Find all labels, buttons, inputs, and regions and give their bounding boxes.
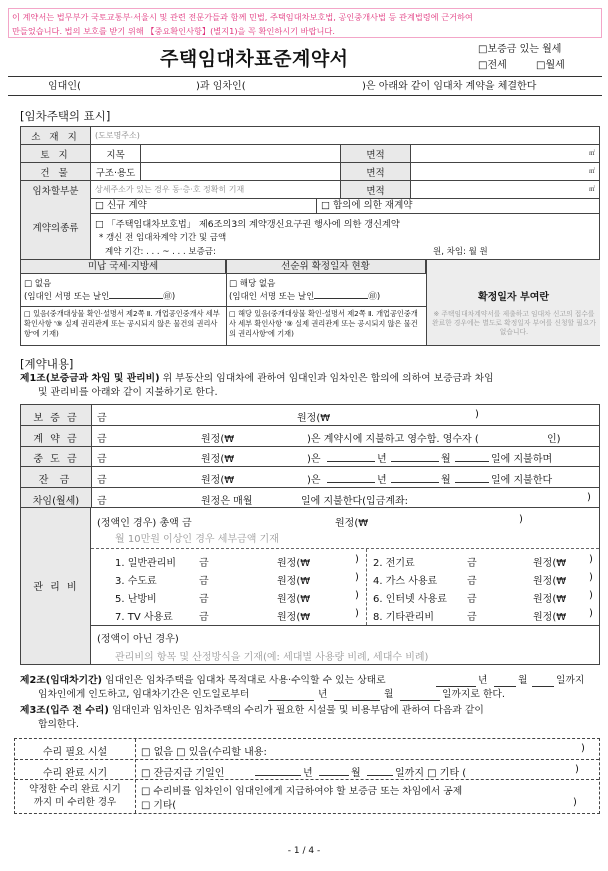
page-title: 주택임대차표준계약서 [160,48,349,70]
notice-line-2: 만들었습니다. 법의 보호를 받기 위해 【중요확인사항】(별지1)을 꼭 확인하시기 바랍니다. [12,26,335,36]
mgmt-internet-field[interactable]: 원정(₩ [533,594,567,605]
management-fixed-amount-field[interactable]: 원정(₩ [335,518,369,529]
repair-table: 수리 필요 시설 □ 없음 □ 있음(수리할 내용: ) 수리 완료 시기 □ 잔금지급 기일인 년 월 일까지 □ 기타 ( ) 약정한 수리 완료 시기 까지 미 수리한 경우 □ 수리비를 임차인이 임대인에게 지급하여야 할 보증금 또는 차임에서 공제 □ 기타( ) [14,738,600,814]
land-label: 토 지 [21,145,91,163]
rental-part-field[interactable]: 상세주소가 있는 경우 동·층·호 정확히 기재 [91,181,341,199]
mgmt-other-field[interactable]: 원정(₩ [533,612,567,623]
legal-notice [8,8,602,38]
land-area-field[interactable]: ㎡ [411,145,600,163]
rent-label: 차임(월세) [32,496,80,507]
management-fee-block: 관 리 비 (정액인 경우) 총액 금 원정(₩ ) 월 10만원 이상인 경우 세부금액 기재 1. 일반관리비 금 원정(₩ ) 2. 전기료 금 원정(₩ ) 3. 수도료 금 원정(₩ ) 4. 가스 사용료 금 원정(₩ ) 5. 난방비 금 원정(₩ ) 6. 인터넷 사용료 금 원정(₩ ) 7. TV 사용료 금 원정(₩ ) 8. 기타관리비 금 원정(₩ ) (정액이 아닌 경우) 관리비의 항목 및 산정방식을 기재(예: 세대별 사용량 비례, 세대수 비례) [20,508,600,665]
land-sub-label: 지목 [91,145,141,163]
middle-payment-amount-field[interactable]: 원정(₩ [201,454,235,465]
parties-tail: )은 아래와 같이 임대차 계약을 체결한다 [362,81,537,92]
renew-note: * 갱신 전 임대차계약 기간 및 금액 [99,233,227,243]
type-option-monthly-deposit[interactable]: □보증금 있는 월세 [478,44,562,55]
contract-type-label: 계약의종류 [21,198,91,259]
mgmt-item-electric: 2. 전기료 [373,558,415,569]
mgmt-electric-field[interactable]: 원정(₩ [533,558,567,569]
renew-agreement-checkbox[interactable]: □ 합의에 의한 재계약 [321,200,413,211]
property-table [20,126,600,199]
section-contract-heading: [계약내용] [20,357,74,371]
mgmt-general-field[interactable]: 원정(₩ [277,558,311,569]
renew-amount-field[interactable]: 원, 차임: 월 원 [433,247,488,257]
renew-period-field[interactable]: 계약 기간: . . . ~ . . . 보증금: [105,247,216,257]
mgmt-gas-field[interactable]: 원정(₩ [533,576,567,587]
article2-text: 제2조(임대차기간) 임대인은 임차주택을 임대차 목적대로 사용·수익할 수 있는 상태로 [20,675,386,686]
land-area-label: 면적 [341,145,411,163]
deposit-amount-field[interactable]: 원정(₩ [297,413,331,424]
mgmt-item-tv: 7. TV 사용료 [115,612,173,623]
section-property-heading: [임차주택의 표시] [20,109,111,123]
confirm-date-header: 확정일자 부여란 [477,292,550,303]
notice-line-1: 이 계약서는 법무부가 국토교통부·서울시 및 관련 전문가들과 함께 민법, 주택임대차보호법, 공인중개사법 등 관계법령에 근거하여 [12,12,473,22]
priority-none-checkbox[interactable]: □ 해당 없음 [229,279,276,289]
middle-payment-label: 중 도 금 [33,454,79,465]
mgmt-heating-field[interactable]: 원정(₩ [277,594,311,605]
mgmt-item-general: 1. 일반관리비 [115,558,177,569]
building-area-label: 면적 [341,163,411,181]
mgmt-item-heating: 5. 난방비 [115,594,157,605]
repair-fail-label: 약정한 수리 완료 시기 까지 미 수리한 경우 [29,784,121,808]
lessor-label: 임대인( [48,81,81,92]
payment-table: 보 증 금 금 원정(₩ ) 계 약 금 금 원정(₩ )은 계약시에 지불하고 영수함. 영수자 ( 인) 중 도 금 금 원정(₩ )은 년 월 일에 지불하며 잔 금 금 원정(₩ )은 년 월 일에 지불한다 차임(월세) 금 원정은 매월 일에 지불한다(입금계좌: ) [20,404,600,508]
mgmt-water-field[interactable]: 원정(₩ [277,576,311,587]
down-payment-label: 계 약 금 [33,434,79,445]
mgmt-tv-field[interactable]: 원정(₩ [277,612,311,623]
tax-priority-block [20,260,600,346]
management-fixed-label: (정액인 경우) 총액 금 [97,518,192,529]
contract-type-block [20,198,600,260]
land-category-field[interactable] [141,145,341,163]
priority-header: 선순위 확정일자 현황 [226,260,426,274]
repair-need-label: 수리 필요 시설 [42,747,108,758]
rent-account-field[interactable]: 일에 지불한다(입금계좌: [301,496,409,507]
balance-amount-field[interactable]: 원정(₩ [201,475,235,486]
article1-text-2: 및 관리비를 아래와 같이 지불하기로 한다. [38,387,218,398]
article3-text: 제3조(입주 전 수리) 임대인과 임차인은 임차주택의 수리가 필요한 시설물 및 비용부담에 관하여 다음과 같이 [20,705,484,716]
repair-fail-other-checkbox[interactable]: □ 기타( [141,800,177,811]
mgmt-item-other: 8. 기타관리비 [373,612,435,623]
building-structure-field[interactable] [141,163,341,181]
rental-part-label: 임차할부분 [21,181,91,199]
repair-done-field[interactable]: □ 잔금지급 기일인 [141,768,225,779]
part-area-field[interactable]: ㎡ [411,181,600,199]
renew-right-checkbox[interactable]: □ 「주택임대차보호법」 제6조의3의 계약갱신요구권 행사에 의한 갱신계약 [95,219,400,230]
article2-text-2: 임차인에게 인도하고, 임대차기간은 인도일로부터 [38,689,250,700]
building-label: 건 물 [21,163,91,181]
down-payment-receipt: )은 계약시에 지불하고 영수함. 영수자 ( [307,434,479,445]
article1-text: 제1조(보증금과 차임 및 관리비) 위 부동산의 임대차에 관하여 임대인과 임차인은 합의에 의하여 보증금과 차임 [20,373,494,384]
mgmt-item-internet: 6. 인터넷 사용료 [373,594,447,605]
confirm-date-note: ※ 주택임대차계약서를 제출하고 임대차 신고의 접수를 완료한 경우에는 별도로 확정일자 부여를 신청할 필요가 없습니다. [432,310,596,336]
address-field[interactable]: (도로명주소) [91,127,600,145]
management-nonfixed-label: (정액이 아닌 경우) [97,634,179,645]
repair-done-label: 수리 완료 시기 [42,768,108,779]
page-number: - 1 / 4 - [287,846,321,856]
balance-label: 잔 금 [38,475,74,486]
article3-text-2: 합의한다. [38,719,79,730]
address-label: 소 재 지 [21,127,91,145]
tax-header: 미납 국세·지방세 [21,260,226,274]
part-area-label: 면적 [341,181,411,199]
rent-amount-field[interactable]: 원정은 매월 [201,496,253,507]
repair-fail-deduct-checkbox[interactable]: □ 수리비를 임차인이 임대인에게 지급하여야 할 보증금 또는 차임에서 공제 [141,786,463,797]
tax-none-checkbox[interactable]: □ 없음 [24,279,52,289]
important-checklist-link[interactable]: 【중요확인사항】(별지1) [146,26,238,36]
management-fee-label: 관 리 비 [33,582,79,593]
building-area-field[interactable]: ㎡ [411,163,600,181]
new-contract-checkbox[interactable]: □ 신규 계약 [91,198,317,214]
management-nonfixed-field[interactable]: 관리비의 항목 및 산정방식을 기재(예: 세대별 사용량 비례, 세대수 비례) [115,652,429,663]
down-payment-amount-field[interactable]: 원정(₩ [201,434,235,445]
management-detail-hint: 월 10만원 이상인 경우 세부금액 기재 [115,534,279,545]
building-sub-label: 구조·용도 [91,163,141,181]
tax-exist-checkbox[interactable]: □ 있음(중개대상물 확인·설명서 제2쪽 Ⅱ. 개업공인중개사 세부 확인사항 '⑨ 실제 권리관계 또는 공시되지 않은 물건의 권리사항'에 기재) [24,309,220,338]
mgmt-item-water: 3. 수도료 [115,576,157,587]
mgmt-item-gas: 4. 가스 사용료 [373,576,438,587]
type-option-monthly[interactable]: □월세 [536,60,565,71]
type-option-jeonse[interactable]: □전세 [478,60,507,71]
tax-none-sign: (임대인 서명 또는 날인 ㊞) [24,292,176,302]
priority-none-sign: (임대인 서명 또는 날인 ㊞) [229,292,381,302]
deposit-label: 보 증 금 [33,413,79,424]
lessee-label: )과 임차인( [196,81,246,92]
parties-line [8,76,602,96]
repair-done-other[interactable]: 일까지 □ 기타 ( [395,768,467,779]
priority-exist-checkbox[interactable]: □ 해당 있음(중개대상물 확인·설명서 제2쪽 Ⅱ. 개업공인중개사 세부 확인사항 '⑨ 실제 권리관계 또는 공시되지 않은 물건의 권리사항'에 기재) [229,309,418,338]
repair-need-field[interactable]: □ 없음 □ 있음(수리할 내용: [141,747,267,758]
